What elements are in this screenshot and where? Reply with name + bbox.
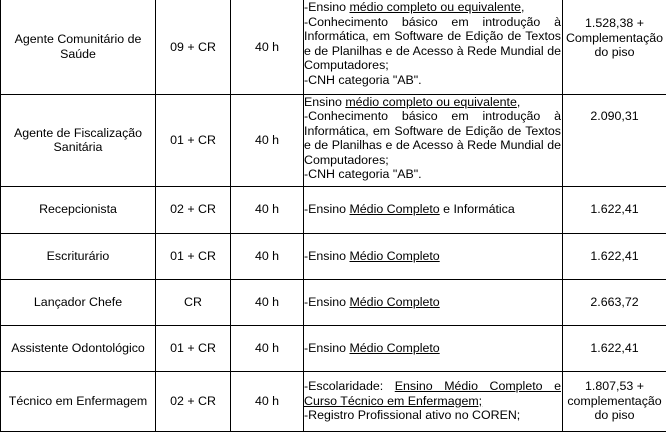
salary: 1.807,53 + complementação do piso — [563, 371, 666, 431]
table-row — [1, 94, 666, 186]
requirements — [304, 233, 563, 279]
job-title: Agente de Fiscalização Sanitária — [1, 94, 156, 186]
salary: 1.622,41 — [563, 233, 666, 279]
requirement-line: -Ensino Médio Completo — [304, 294, 440, 309]
requirements — [304, 94, 563, 186]
vacancies: 01 + CR — [156, 233, 231, 279]
salary: 1.622,41 — [563, 325, 666, 371]
requirement-line: -CNH categoria "AB". — [304, 167, 422, 181]
vacancies: 02 + CR — [156, 186, 231, 233]
salary: 1.528,38 + Complementação do piso — [563, 0, 666, 94]
requirements — [304, 186, 563, 233]
vacancies: 02 + CR — [156, 371, 231, 431]
table-row — [1, 186, 666, 233]
workload: 40 h — [231, 186, 304, 233]
workload: 40 h — [231, 371, 304, 431]
salary: 1.622,41 — [563, 186, 666, 233]
vacancies: 01 + CR — [156, 325, 231, 371]
requirement-line: -Ensino médio completo ou equivalente, — [304, 0, 525, 14]
job-title: Técnico em Enfermagem — [1, 371, 156, 431]
vacancies: 09 + CR — [156, 0, 231, 94]
table-row — [1, 0, 666, 94]
vacancies: CR — [156, 279, 231, 325]
job-title: Escriturário — [1, 233, 156, 279]
requirements — [304, 279, 563, 325]
requirements — [304, 325, 563, 371]
requirement-line: -Ensino Médio Completo e Informática — [304, 202, 515, 217]
requirement-line: -Ensino Médio Completo — [304, 248, 440, 263]
requirement-line: -Ensino Médio Completo — [304, 340, 440, 355]
workload: 40 h — [231, 325, 304, 371]
table-row — [1, 325, 666, 371]
requirement-line: -CNH categoria "AB". — [304, 72, 422, 87]
salary: 2.090,31 — [563, 94, 666, 186]
job-title: Recepcionista — [1, 186, 156, 233]
vacancies: 01 + CR — [156, 94, 231, 186]
job-title: Assistente Odontológico — [1, 325, 156, 371]
workload: 40 h — [231, 0, 304, 94]
requirement-line: -Escolaridade: Ensino Médio Completo e Curso Técnico em Enfermagem; — [304, 379, 561, 408]
job-title: Agente Comunitário de Saúde — [1, 0, 156, 94]
table-row — [1, 233, 666, 279]
requirement-line: -Registro Profissional ativo no COREN; — [304, 408, 521, 423]
job-title: Lançador Chefe — [1, 279, 156, 325]
salary: 2.663,72 — [563, 279, 666, 325]
requirement-line: Ensino médio completo ou equivalente, — [304, 94, 521, 109]
workload: 40 h — [231, 94, 304, 186]
workload: 40 h — [231, 233, 304, 279]
table-row — [1, 371, 666, 431]
requirements — [304, 371, 563, 431]
workload: 40 h — [231, 279, 304, 325]
requirements — [304, 0, 563, 94]
requirement-line: -Conhecimento básico em introdução à Informática, em Software de Edição de Textos e de Planilhas e de Acesso à Rede Mundial de Computadores; — [304, 14, 561, 72]
requirement-line: -Conhecimento básico em introdução à Informática, em Software de Edição de Textos e de Planilhas e de Acesso à Rede Mundial de Computadores; — [304, 109, 561, 167]
table-row — [1, 279, 666, 325]
